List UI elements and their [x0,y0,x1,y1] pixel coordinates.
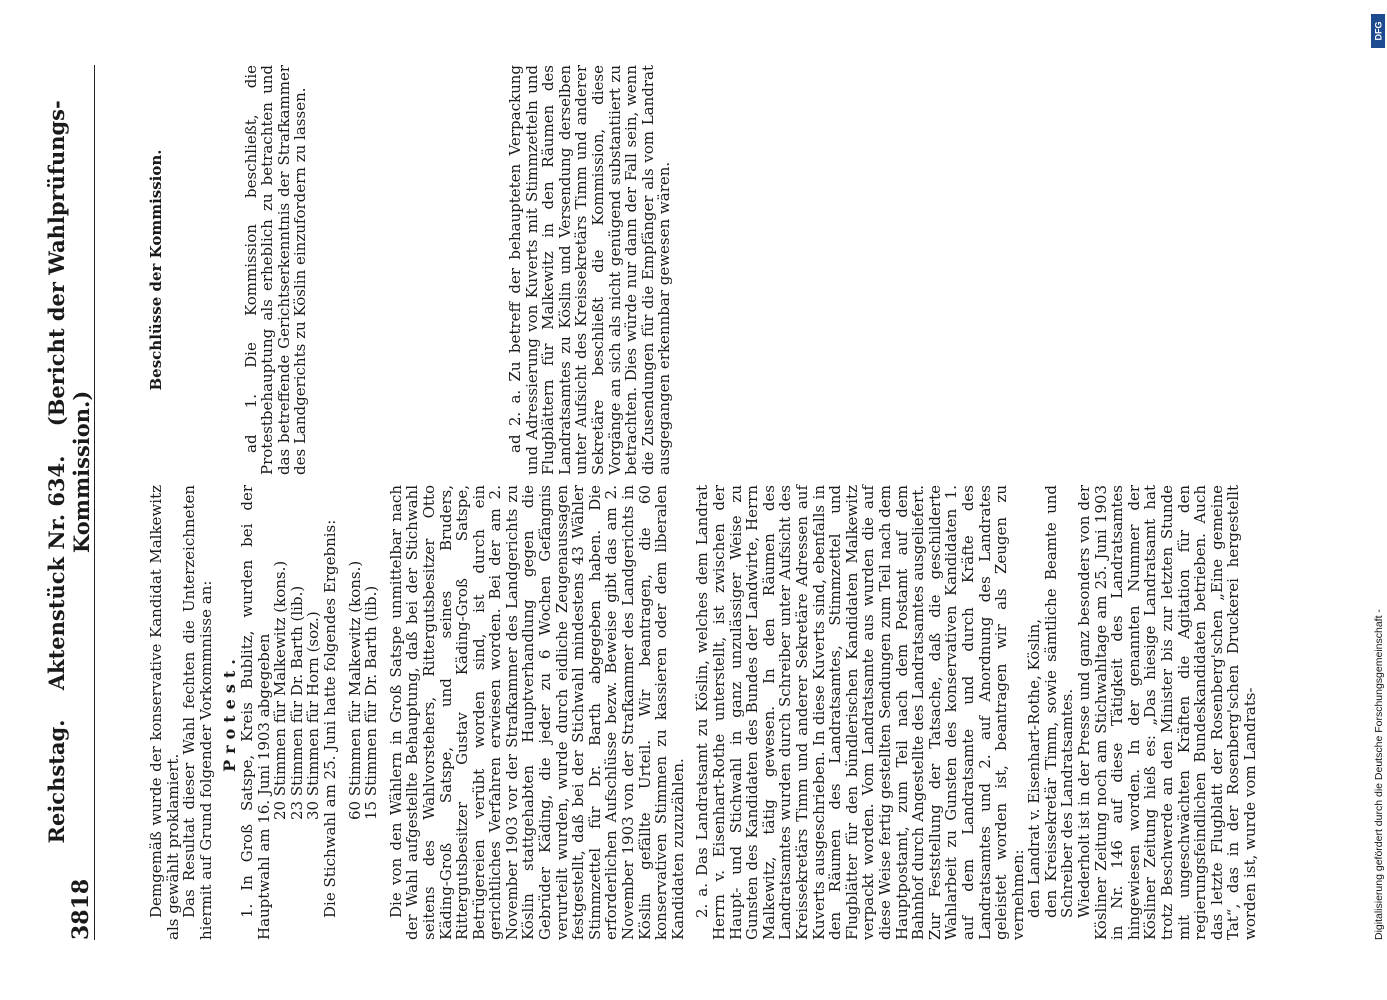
item1-intro: 1. In Groß Satspe, Kreis Bublitz, wurden bei der Hauptwahl am 16. Juni 1903 abgegeben [237,485,273,940]
header-left: Reichstag. [44,719,69,844]
digitization-credit: Digitalisierung gefördert durch die Deutsche Forschungsgemeinschaft - [1373,609,1385,940]
resolution-ad2a: ad 2. a. Zu betreff der behaupteten Verpackung und Adressierung von Kuverts mit Stimmzetteln und Flugblättern für Malkewitz in den Räumen des Landratsamtes zu Köslin und Versendung derselben unter Aufsicht des Kreissekretärs Timm und anderer Sekretäre beschließt die Kommission, diese Vorgänge an sich als nicht genügend substantiiert zu betrachten. Dies würde nur dann der Fall sein, wenn die Zusendungen für die Empfänger als vom Landrat ausgegangen erkennbar gewesen wären. [505,65,674,475]
witness-line: den Kreissekretär Timm, sowie sämtliche Beamte und Schreiber des Landratsamtes. [1041,485,1077,918]
item1-body: Die von den Wählern in Groß Satspe unmittelbar nach der Wahl aufgestellte Behauptung, daß bei der Stichwahl seitens des Wahlvorstehers, Rittergutsbesitzer Otto Käding-Groß Satspe, und seines Bruders, Rittergutsbesitzer Gustav Käding-Groß Satspe, Betrügereien verübt worden sind, ist durch ein gerichtliches Verfahren erwiesen worden. Bei der am 2. November 1903 vor der Strafkammer des Landgerichts zu Köslin stattgehabten Hauptverhandlung gegen die Gebrüder Käding, die jeder zu 6 Wochen Gefängnis verurteilt wurden, wurde durch eidliche Zeugenaussagen festgestellt, daß bei der Stichwahl mindestens 43 Wähler Stimmzettel für Dr. Barth abgegeben haben. Die erforderlichen Aufschlüsse bezw. Beweise gibt das am 2. November 1903 von der Strafkammer des Landgerichts in Köslin gefällte Urteil. Wir beantragen, die 60 konservativen Stimmen zu kassieren oder dem liberalen Kandidaten zuzuzählen. [386,485,687,940]
resolution-ad1: ad 1. Die Kommission beschließt, die Protestbehauptung als erheblich zu betrachten und das betreffende Gerichtserkenntnis der Strafkammer des Landgerichts zu Köslin einzufordern zu lassen. [241,65,310,475]
protest-heading: Protest. [220,653,240,772]
vote-line: 20 Stimmen für Malkewitz (kons.) [271,560,290,820]
vote-line: 30 Stimmen für Horn (soz.) [304,611,323,820]
header-center: Aktenstück Nr. 634. [44,455,69,691]
left-column [148,485,1259,940]
runoff-vote-line: 15 Stimmen für Dr. Barth (lib.) [362,585,381,820]
header-right: (Bericht der Wahlprüfungs-Kommission.) [44,100,94,554]
item2a-continued: Wiederholt ist in der Presse und ganz besonders von der Kösliner Zeitung noch am Stichwahltage am 25. Juni 1903 in Nr. 146 auf diese Tätigkeit des Landratsamtes hingewiesen worden. In der genannten Nummer der Kösliner Zeitung hieß es: „Das hiesige Landratsamt hat trotz Beschwerde an den Minister bis zur letzten Stunde mit ungeschwächten Kräften die Agitation für den regierungsfeindlichen Bundeskandidaten betrieben. Auch das letzte Flugblatt der Rosenberg'schen „Eine gemeine Tat“, das in der Rosenberg'schen Druckerei hergestellt worden ist, wurde vom Landrats- [1075,485,1259,940]
page-number: 3818 [68,878,94,940]
dfg-logo: DFG [1371,14,1385,48]
item2a-body: 2. a. Das Landratsamt zu Köslin, welches dem Landrat Herrn v. Eisenhart-Rothe unterstellt, ist zwischen der Haupt- und Stichwahl in ganz unzulässiger Weise zu Gunsten des Kandidaten des Bundes der Landwirte, Herrn Malkewitz, tätig gewesen. In den Räumen des Landratsamtes wurden durch Schreiber unter Aufsicht des Kreissekretärs Timm und anderer Sekretäre Adressen auf Kuverts ausgeschrieben. In diese Kuverts sind, ebenfalls in den Räumen des Landratsamtes, Stimmzettel und Flugblätter für den bündlerischen Kandidaten Malkewitz verpackt worden. Vom Landratsamte aus wurden die auf diese Weise fertig gestellten Sendungen zum Teil nach dem Hauptpostamt, zum Teil nach dem Postamt auf dem Bahnhof durch Angestellte des Landratsamtes ausgeliefert. Zur Feststellung der Tatsache, daß die geschilderte Wahlarbeit zu Gunsten des konservativen Kandidaten 1. auf dem Landratsamte und durch Kräfte des Landratsamtes und 2. auf Anordnung des Landrates geleistet worden ist, beantragen wir als Zeugen zu vernehmen: [693,485,1027,940]
vote-line: 23 Stimmen für Dr. Barth (lib.) [287,585,306,820]
runoff-intro: Die Stichwahl am 25. Juni hatte folgendes Ergebnis: [320,519,339,918]
page-header [44,65,95,940]
right-column [148,65,673,475]
commission-heading: Beschlüsse der Kommission. [147,149,165,391]
intro-paragraph-1: Demgemäß wurde der konservative Kandidat Malkewitz als gewählt proklamiert. [147,485,182,940]
runoff-vote-line: 60 Stimmen für Malkewitz (kons.) [345,560,364,820]
intro-paragraph-2: Das Resultat dieser Wahl fechten die Unterzeichneten hiermit auf Grund folgender Vorkommnisse an: [180,485,215,940]
witness-line: den Landrat v. Eisenhart-Rothe, Köslin, [1025,618,1044,918]
header-title [44,65,94,879]
